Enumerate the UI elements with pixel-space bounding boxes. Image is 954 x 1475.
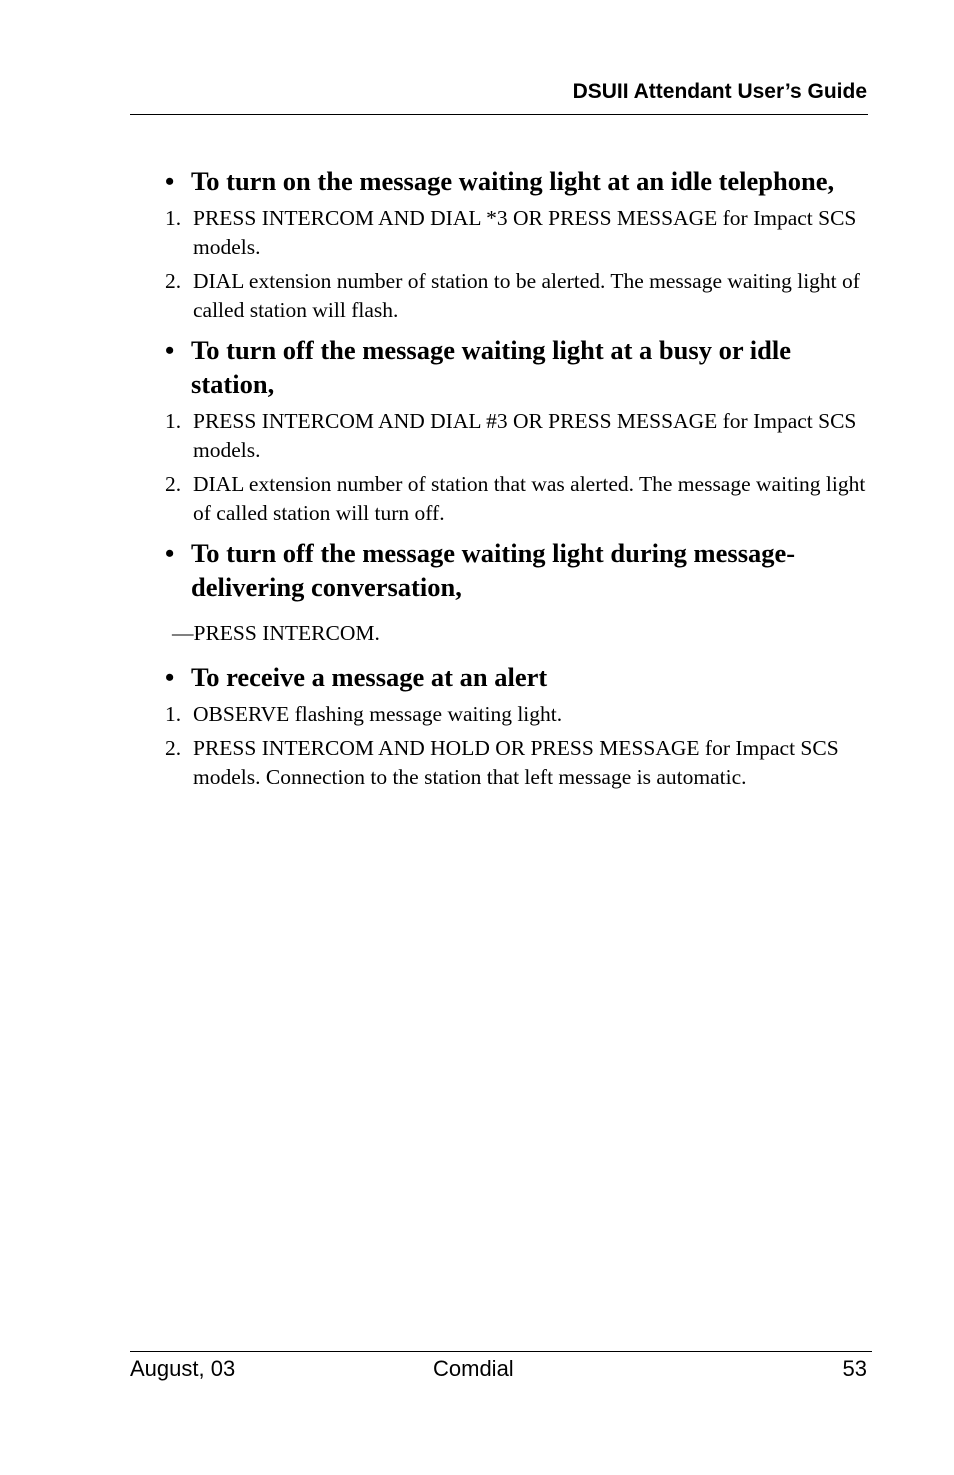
- footer-rule: [130, 1351, 872, 1352]
- section-heading: [165, 164, 870, 198]
- running-header-title: DSUII Attendant User’s Guide: [572, 80, 867, 103]
- list-item: [165, 267, 870, 325]
- bullet-icon: •: [165, 538, 175, 568]
- list-item: [165, 204, 870, 262]
- step-text: PRESS INTERCOM AND DIAL #3 OR PRESS MESSAGE for Impact SCS models.: [193, 409, 857, 462]
- step-number: 2.: [165, 269, 182, 293]
- section-heading: [165, 333, 870, 401]
- list-item: [165, 700, 870, 729]
- instruction-note: —PRESS INTERCOM.: [172, 621, 380, 645]
- step-list: [165, 407, 870, 528]
- section-heading-text: To receive a message at an alert: [191, 662, 548, 692]
- footer-date: August, 03: [130, 1356, 236, 1381]
- header-rule: [130, 114, 868, 115]
- list-item: [165, 407, 870, 465]
- list-item: [165, 734, 870, 792]
- step-text: OBSERVE flashing message waiting light.: [193, 702, 563, 726]
- bullet-icon: •: [165, 335, 175, 365]
- step-text: DIAL extension number of station to be alerted. The message waiting light of called station will flash.: [193, 269, 860, 322]
- page-number: 53: [842, 1356, 867, 1381]
- step-number: 1.: [165, 206, 182, 230]
- step-text: PRESS INTERCOM AND HOLD OR PRESS MESSAGE for Impact SCS models. Connection to the station that left message is automatic.: [193, 736, 839, 789]
- step-text: DIAL extension number of station that was alerted. The message waiting light of called station will turn off.: [193, 472, 866, 525]
- step-number: 2.: [165, 736, 182, 760]
- step-number: 1.: [165, 702, 182, 726]
- section-heading-text: To turn on the message waiting light at an idle telephone,: [191, 166, 835, 196]
- list-item: [165, 470, 870, 528]
- section-heading-text: To turn off the message waiting light during message-delivering conversation,: [191, 538, 796, 602]
- step-list: [165, 700, 870, 792]
- bullet-icon: •: [165, 166, 175, 196]
- step-number: 2.: [165, 472, 182, 496]
- step-number: 1.: [165, 409, 182, 433]
- footer-company: Comdial: [433, 1356, 514, 1381]
- step-list: [165, 204, 870, 325]
- page-body: [165, 164, 870, 800]
- section-heading: [165, 536, 870, 604]
- section-heading-text: To turn off the message waiting light at a busy or idle station,: [191, 335, 791, 399]
- step-text: PRESS INTERCOM AND DIAL *3 OR PRESS MESSAGE for Impact SCS models.: [193, 206, 857, 259]
- section-heading: [165, 660, 870, 694]
- bullet-icon: •: [165, 662, 175, 692]
